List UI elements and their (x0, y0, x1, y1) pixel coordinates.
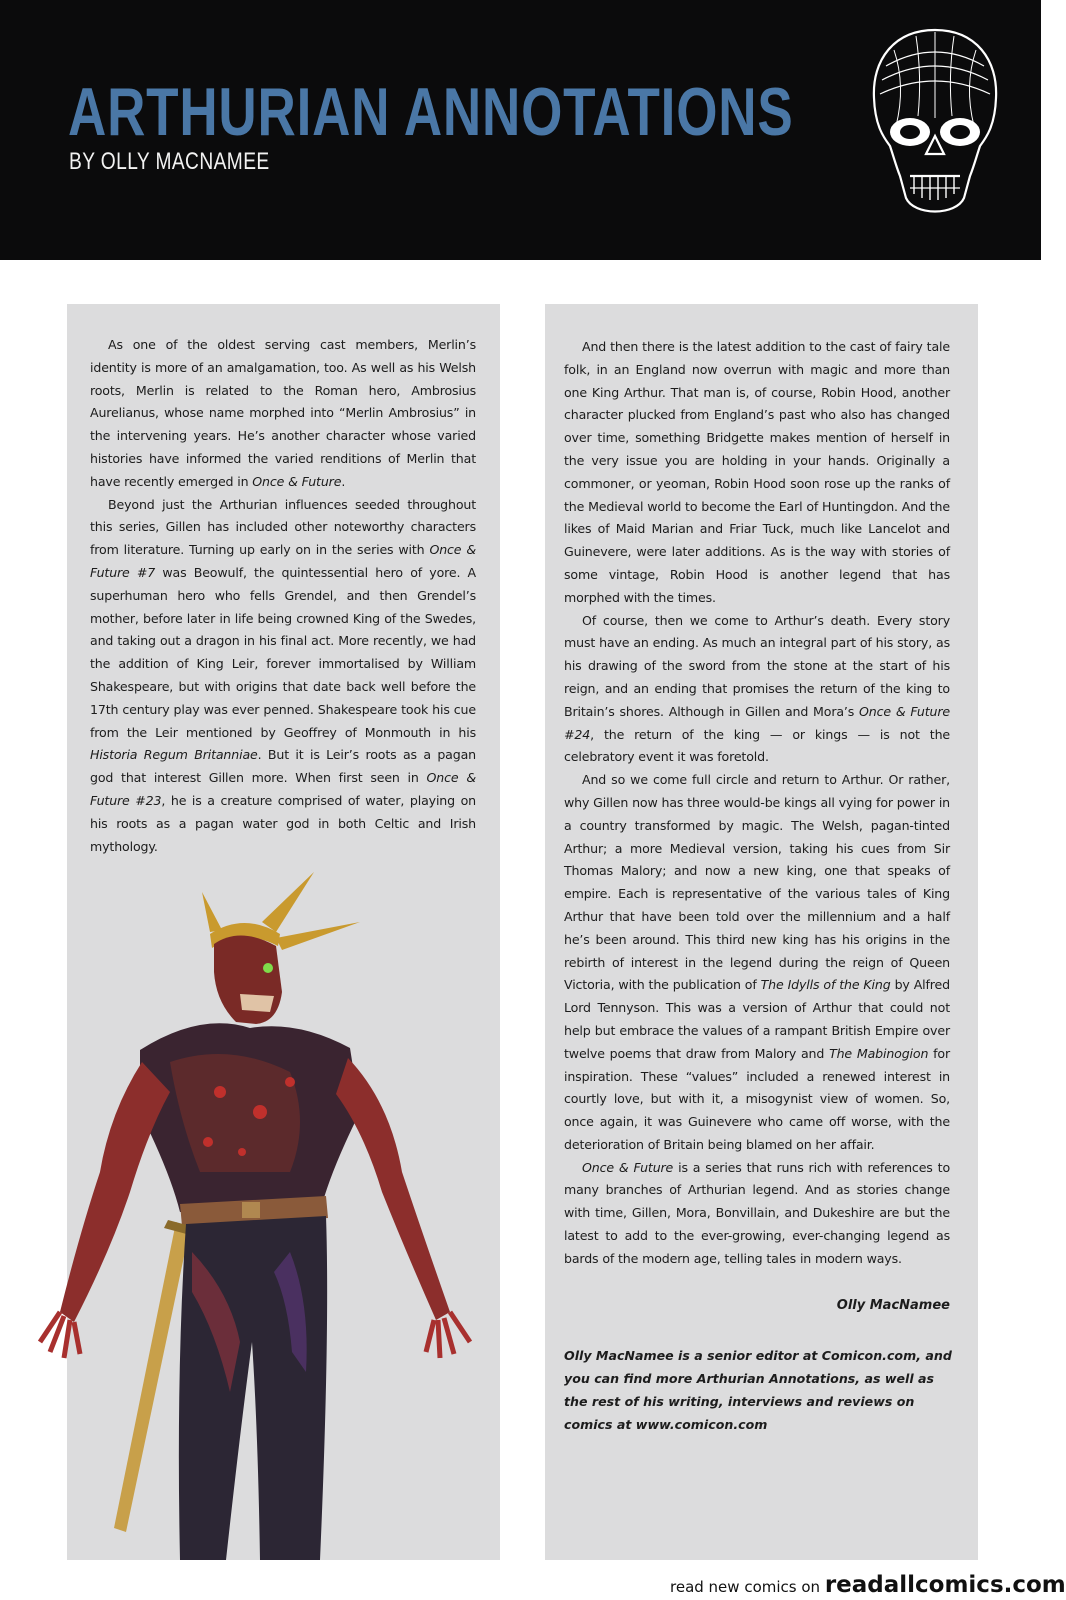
italic-title-text: Once & Future (252, 473, 342, 489)
footer-watermark (670, 1572, 1066, 1598)
paragraph-text: As one of the oldest serving cast members, Merlin’s identity is more of an amalgamation, too. As well as his Welsh roots, Merlin is related to the Roman hero, Ambrosius Aurelianus, whose name morphed into “Merlin Ambrosius” in the intervening years. He’s another character whose varied histories have informed the varied renditions of Merlin that have recently emerged in (90, 337, 476, 489)
page-title: ARTHURIAN ANNOTATIONS (68, 74, 794, 150)
italic-title-text: The Idylls of the King (760, 977, 891, 993)
author-bio: Olly MacNamee is a senior editor at Comicon.com, and you can find more Arthurian Annotations, as well as the rest of his writing, interviews and reviews on comics at www.comicon.com (564, 1348, 952, 1432)
paragraph-text: Of course, then we come to Arthur’s death. Every story must have an ending. As much an integral part of his story, as his drawing of the sword from the stone at the start of his reign, and an ending that promises the return of the king to Britain’s shores. Although in Gillen and Mora’s (564, 612, 950, 719)
body-paragraph (564, 610, 950, 770)
skull-icon (866, 26, 1004, 226)
left-column-text (90, 334, 476, 858)
paragraph-text: . But it is Leir’s roots as a pagan god that interest Gillen more. When first seen in (90, 747, 476, 786)
author-byline: BY OLLY MACNAMEE (69, 148, 270, 175)
body-paragraph (564, 769, 950, 1157)
paragraph-text: was Beowulf, the quintessential hero of yore. A superhuman hero who fells Grendel, and then Grendel’s mother, before later in life being crowned King of the Swedes, and taking out a dragon in his final act. More recently, we had the addition of King Leir, forever immortalised by William Shakespeare, but with origins that date back well before the 17th century play was ever penned. Shakespeare took his cue from the Leir mentioned by Geoffrey of Monmouth in his (90, 564, 477, 740)
italic-title-text: Historia Regum Britanniae (90, 747, 258, 763)
paragraph-text: , the return of the king — or kings — is not the celebratory event it was foretold. (564, 726, 950, 765)
header-banner (0, 0, 1041, 260)
right-column-text (564, 336, 950, 1271)
body-paragraph (90, 334, 476, 494)
paragraph-text: Beyond just the Arthurian influences seeded throughout this series, Gillen has included other noteworthy characters from literature. Turning up early on in the series with (90, 496, 476, 558)
paragraph-text: , he is a creature comprised of water, playing on his roots as a pagan water god in both Celtic and Irish mythology. (90, 792, 476, 854)
paragraph-text: And so we come full circle and return to Arthur. Or rather, why Gillen now has three would-be kings all vying for power in a country transformed by magic. The Welsh, pagan-tinted Arthur; a more Medieval version, taking his cues from Sir Thomas Malory; and now a new king, one that speaks of empire. Each is representative of the various tales of King Arthur that have been told over the millennium and a half he’s been around. This third new king has his origins in the rebirth of interest in the legend during the reign of Queen Victoria, with the publication of (564, 772, 950, 993)
body-paragraph (90, 494, 476, 859)
paragraph-text: And then there is the latest addition to the cast of fairy tale folk, in an England now overrun with magic and more than one King Arthur. That man is, of course, Robin Hood, another character plucked from England’s past who also has changed over time, something Bridgette makes mention of herself in the very issue you are holding in your hands. Originally a commoner, or yeoman, Robin Hood soon rose up the ranks of the Medieval world to become the Earl of Huntingdon. And the likes of Maid Marian and Friar Tuck, much like Lancelot and Guinevere, were later additions. As is the way with stories of some vintage, Robin Hood is another legend that has morphed with the times. (564, 339, 950, 605)
footer-prefix: read new comics on (670, 1578, 825, 1596)
paragraph-text: is a series that runs rich with references to many branches of Arthurian legend. And as stories change with time, Gillen, Mora, Bonvillain, and Dukeshire are but the latest to add to the ever-growing, ever-changing legend as bards of the modern age, telling tales in modern ways. (564, 1159, 950, 1266)
signature: Olly MacNamee (836, 1298, 950, 1313)
paragraph-text: . (341, 473, 346, 489)
italic-title-text: Once & Future #23 (90, 770, 476, 808)
italic-title-text: The Mabinogion (829, 1045, 929, 1061)
italic-title-text: Once & Future #7 (90, 542, 477, 580)
footer-site: readallcomics.com (824, 1572, 1066, 1598)
paragraph-text: for inspiration. These “values” included a renewed interest in courtly love, but with it, a misogynist view of women. So, once again, it was Guinevere who came off worse, with the deterioration of Britain being blamed on her affair. (564, 1045, 950, 1152)
italic-title-text: Once & Future #24 (564, 703, 950, 742)
undead-king-illustration (30, 872, 500, 1560)
paragraph-text: by Alfred Lord Tennyson. This was a version of Arthur that could not help but embrace the values of a rampant British Empire over twelve poems that draw from Malory and (564, 977, 950, 1061)
italic-title-text: Once & Future (582, 1159, 674, 1175)
body-paragraph (564, 1157, 950, 1271)
body-paragraph (564, 336, 950, 610)
